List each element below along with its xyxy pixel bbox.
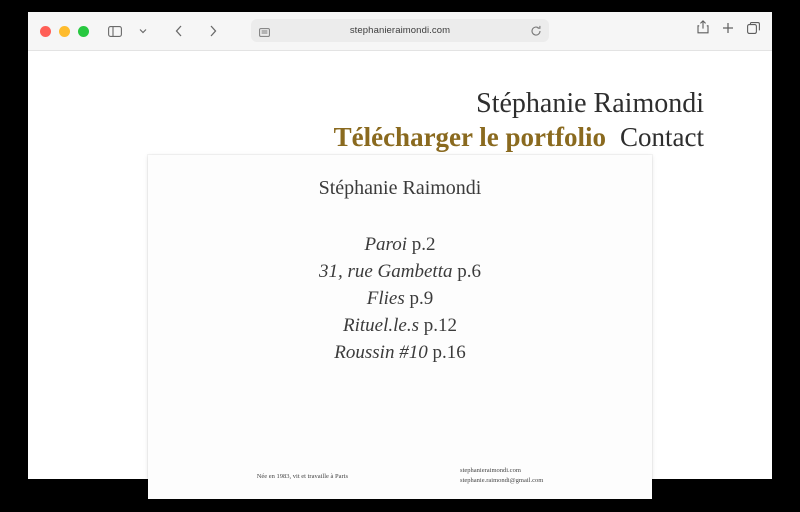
new-tab-icon[interactable]: [722, 21, 734, 39]
toc-entry-title: Paroi: [364, 234, 408, 255]
minimize-window-button[interactable]: [59, 26, 70, 37]
toolbar-right-controls: [697, 20, 760, 39]
address-bar[interactable]: [251, 19, 549, 42]
toc-entry-title: Rituel.le.s: [343, 314, 419, 336]
navigation-controls: [167, 20, 225, 42]
toc-entry: [148, 340, 652, 367]
toc-entry-page: p.16: [432, 341, 466, 363]
toc-entry: [148, 259, 652, 286]
forward-button[interactable]: [201, 20, 225, 42]
zoom-window-button[interactable]: [78, 26, 89, 37]
share-icon[interactable]: [697, 20, 709, 39]
toc-entry-title: Flies: [366, 287, 405, 309]
site-header: [334, 89, 704, 153]
toc-entry-title: 31, rue Gambetta: [318, 260, 453, 282]
page-content: [28, 51, 772, 484]
pdf-footer-bio: Née en 1983, vit et travaille à Paris: [256, 473, 349, 481]
reload-icon[interactable]: [530, 24, 542, 42]
toc-entry-page: p.9: [409, 287, 434, 309]
toc-entry-page: p.12: [423, 314, 457, 336]
chevron-down-icon[interactable]: [131, 20, 155, 42]
page-title: Stéphanie Raimondi: [476, 88, 704, 119]
toc-entry-page: p.6: [457, 260, 481, 282]
pdf-viewer[interactable]: [148, 155, 652, 499]
browser-window: [28, 12, 772, 484]
sidebar-controls: [103, 20, 155, 42]
pdf-footer-contact: [460, 466, 543, 485]
pdf-table-of-contents: [148, 232, 652, 367]
reader-view-icon[interactable]: [259, 25, 270, 43]
toc-entry: [148, 286, 652, 313]
pdf-document-title: Stéphanie Raimondi: [318, 177, 482, 199]
url-text: stephanieraimondi.com: [349, 25, 451, 36]
pdf-footer: [148, 466, 652, 485]
pdf-footer-email: stephanie.raimondi@gmail.com: [460, 476, 544, 484]
toc-entry-page: p.2: [411, 234, 436, 255]
toc-entry-title: Roussin #10: [334, 341, 428, 363]
tabs-overview-icon[interactable]: [747, 21, 760, 39]
sidebar-toggle-icon[interactable]: [103, 20, 127, 42]
browser-toolbar: [28, 12, 772, 51]
toc-entry: [148, 313, 652, 340]
close-window-button[interactable]: [40, 26, 51, 37]
back-button[interactable]: [167, 20, 191, 42]
pdf-footer-website: stephanieraimondi.com: [460, 467, 521, 475]
nav-item-download-portfolio[interactable]: Télécharger le portfolio: [333, 122, 607, 153]
site-nav: [334, 122, 704, 153]
window-controls: [40, 26, 89, 37]
toc-entry: [148, 232, 652, 259]
nav-item-contact[interactable]: Contact: [620, 122, 704, 153]
